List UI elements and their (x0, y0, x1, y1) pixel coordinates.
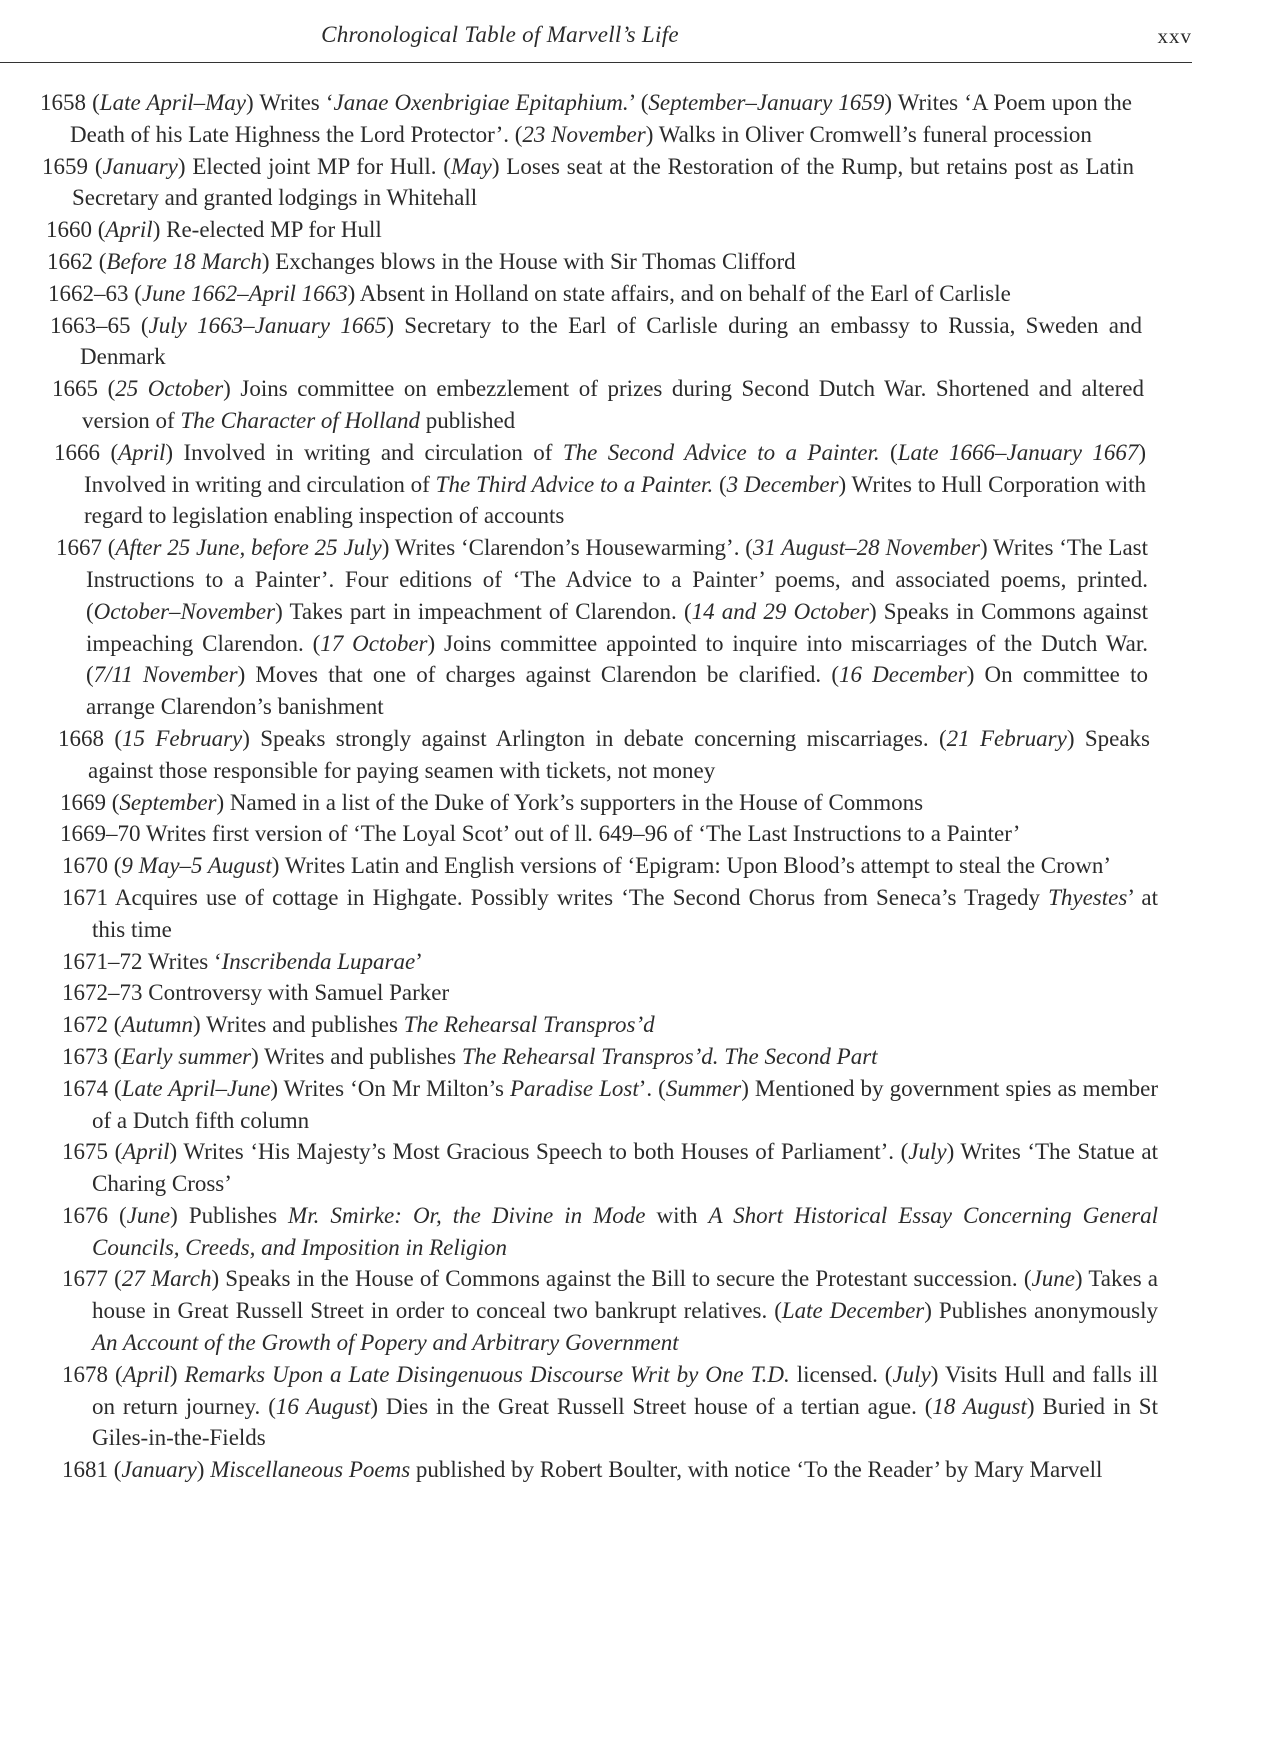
chronology-entry (62, 1263, 1158, 1358)
entry-year: 1668 (58, 725, 104, 751)
running-head (0, 12, 1262, 52)
entry-year: 1667 (56, 535, 102, 561)
entry-year: 1669–70 (60, 821, 141, 847)
entry-year: 1677 (62, 1266, 108, 1292)
entry-year: 1665 (52, 376, 98, 402)
chronology-entry (62, 977, 1158, 1009)
entry-description: (After 25 June, before 25 July) Writes ‘Clarendon’s Housewarming’. (31 August–28 November) Writes ‘The Last Instructions to a Painter’. Four editions of ‘The Advice to a Painter’ poems, and associated poems, printed. (October–November) Takes part in impeachment of Clarendon. (14 and 29 October) Speaks in Commons against impeaching Clarendon. (17 October) Joins committee appointed to inquire into miscarriages of the Dutch War. (7/11 November) Moves that one of charges against Clarendon be clarified. (16 December) On committee to arrange Clarendon’s banishment (86, 535, 1148, 720)
entry-description: Controversy with Samuel Parker (148, 980, 450, 1006)
entry-year: 1674 (62, 1075, 108, 1101)
entry-description: (15 February) Speaks strongly against Arlington in debate concerning miscarriages. (21 February) Speaks against those responsible for paying seamen with tickets, not money (88, 725, 1150, 783)
entry-description: (Late April–June) Writes ‘On Mr Milton’s Paradise Lost’. (Summer) Mentioned by government spies as member of a Dutch fifth column (92, 1075, 1159, 1133)
entry-description: Writes ‘Inscribenda Luparae’ (147, 948, 423, 974)
entry-description: (Before 18 March) Exchanges blows in the House with Sir Thomas Clifford (98, 248, 796, 274)
entry-year: 1672 (62, 1012, 108, 1038)
entry-year: 1678 (62, 1361, 108, 1387)
entry-year: 1666 (54, 439, 100, 465)
chronology-entry (60, 787, 1152, 819)
header-rule (0, 62, 1192, 63)
entry-description: (9 May–5 August) Writes Latin and English versions of ‘Epigram: Upon Blood’s attempt to steal the Crown’ (113, 853, 1112, 879)
chronology-entry (50, 310, 1142, 374)
chronology-entry (62, 1136, 1158, 1200)
entry-year: 1660 (46, 217, 92, 243)
entry-year: 1659 (42, 153, 88, 179)
entry-description: (25 October) Joins committee on embezzlement of prizes during Second Dutch War. Shortened and altered version of The Character of Holland published (82, 376, 1145, 433)
chronology-entry (62, 1073, 1158, 1137)
entry-description: (July 1663–January 1665) Secretary to the Earl of Carlisle during an embassy to Russia, Sweden and Denmark (80, 312, 1142, 370)
chronology-entry (47, 246, 1138, 278)
entry-year: 1663–65 (50, 312, 131, 338)
running-head-title: Chronological Table of Marvell’s Life (321, 22, 679, 47)
entry-description: (Autumn) Writes and publishes The Rehearsal Transpros’d (113, 1012, 655, 1038)
entry-year: 1676 (62, 1202, 108, 1228)
chronology-entry (62, 1041, 1158, 1073)
entry-description: Acquires use of cottage in Highgate. Possibly writes ‘The Second Chorus from Seneca’s Tragedy Thyestes’ at this time (92, 884, 1158, 942)
entry-year: 1662–63 (48, 280, 129, 306)
entry-description: (April) Re-elected MP for Hull (97, 217, 382, 243)
entry-year: 1672–73 (62, 980, 143, 1006)
entry-description: Writes first version of ‘The Loyal Scot’ out of ll. 649–96 of ‘The Last Instructions to a Painter’ (145, 821, 1021, 847)
chronology-entry (62, 850, 1156, 882)
chronology-entry (42, 151, 1134, 215)
entry-description: (January) Miscellaneous Poems published by Robert Boulter, with notice ‘To the Reader’ by Mary Marvell (113, 1457, 1103, 1483)
chronology-entry (56, 532, 1148, 723)
entry-year: 1671 (62, 884, 108, 910)
page-number: xxv (1157, 24, 1192, 48)
chronology-entry (62, 1200, 1158, 1264)
chronology-entry (62, 1454, 1158, 1486)
chronology-entry (62, 882, 1158, 946)
chronology-entry (62, 1009, 1158, 1041)
entry-year: 1681 (62, 1457, 108, 1483)
chronology-entry (62, 946, 1158, 978)
chronology-entry (58, 723, 1150, 787)
entry-description: (Late April–May) Writes ‘Janae Oxenbrigiae Epitaphium.’ (September–January 1659) Writes ‘A Poem upon the Death of his Late Highness the Lord Protector’. (23 November) Walks in Oliver Cromwell’s funeral procession (70, 90, 1132, 147)
chronology-entry (46, 214, 1136, 246)
entry-year: 1675 (62, 1139, 108, 1165)
entry-year: 1662 (47, 248, 93, 274)
entry-description: (June) Publishes Mr. Smirke: Or, the Divine in Mode with A Short Historical Essay Concerning General Councils, Creeds, and Imposition in Religion (92, 1202, 1159, 1260)
entry-description: (April) Writes ‘His Majesty’s Most Gracious Speech to both Houses of Parliament’. (July) Writes ‘The Statue at Charing Cross’ (92, 1139, 1159, 1197)
chronology-entry (60, 818, 1154, 850)
entry-description: (April) Involved in writing and circulation of The Second Advice to a Painter. (Late 1666–January 1667) Involved in writing and circulation of The Third Advice to a Painter. (3 December) Writes to Hull Corporation with regard to legislation enabling inspection of accounts (84, 439, 1146, 529)
chronology-entry (48, 278, 1140, 310)
chronology-entry (40, 87, 1132, 151)
entry-year: 1670 (62, 853, 108, 879)
entry-description: (27 March) Speaks in the House of Commons against the Bill to secure the Protestant succession. (June) Takes a house in Great Russell Street in order to conceal two bankrupt relatives. (Late December) Publishes anonymously An Account of the Growth of Popery and Arbitrary Government (92, 1266, 1159, 1356)
entry-year: 1671–72 (62, 948, 143, 974)
entry-year: 1669 (60, 789, 106, 815)
chronology-entry (54, 437, 1146, 532)
entry-description: (January) Elected joint MP for Hull. (May) Loses seat at the Restoration of the Rump, but retains post as Latin Secretary and granted lodgings in Whitehall (72, 153, 1135, 211)
chronology-entry (52, 373, 1144, 437)
chronology-list (0, 87, 1262, 1486)
entry-year: 1673 (62, 1043, 108, 1069)
entry-year: 1658 (40, 90, 86, 115)
entry-description: (Early summer) Writes and publishes The Rehearsal Transpros’d. The Second Part (113, 1043, 878, 1069)
entry-description: (April) Remarks Upon a Late Disingenuous Discourse Writ by One T.D. licensed. (July) Visits Hull and falls ill on return journey. (16 August) Dies in the Great Russell Street house of a tertian ague. (18 August) Buried in St Giles-in-the-Fields (92, 1361, 1158, 1451)
entry-description: (June 1662–April 1663) Absent in Holland on state affairs, and on behalf of the Earl of Carlisle (134, 280, 1011, 306)
chronology-entry (62, 1359, 1158, 1454)
entry-description: (September) Named in a list of the Duke of York’s supporters in the House of Commons (111, 789, 924, 815)
